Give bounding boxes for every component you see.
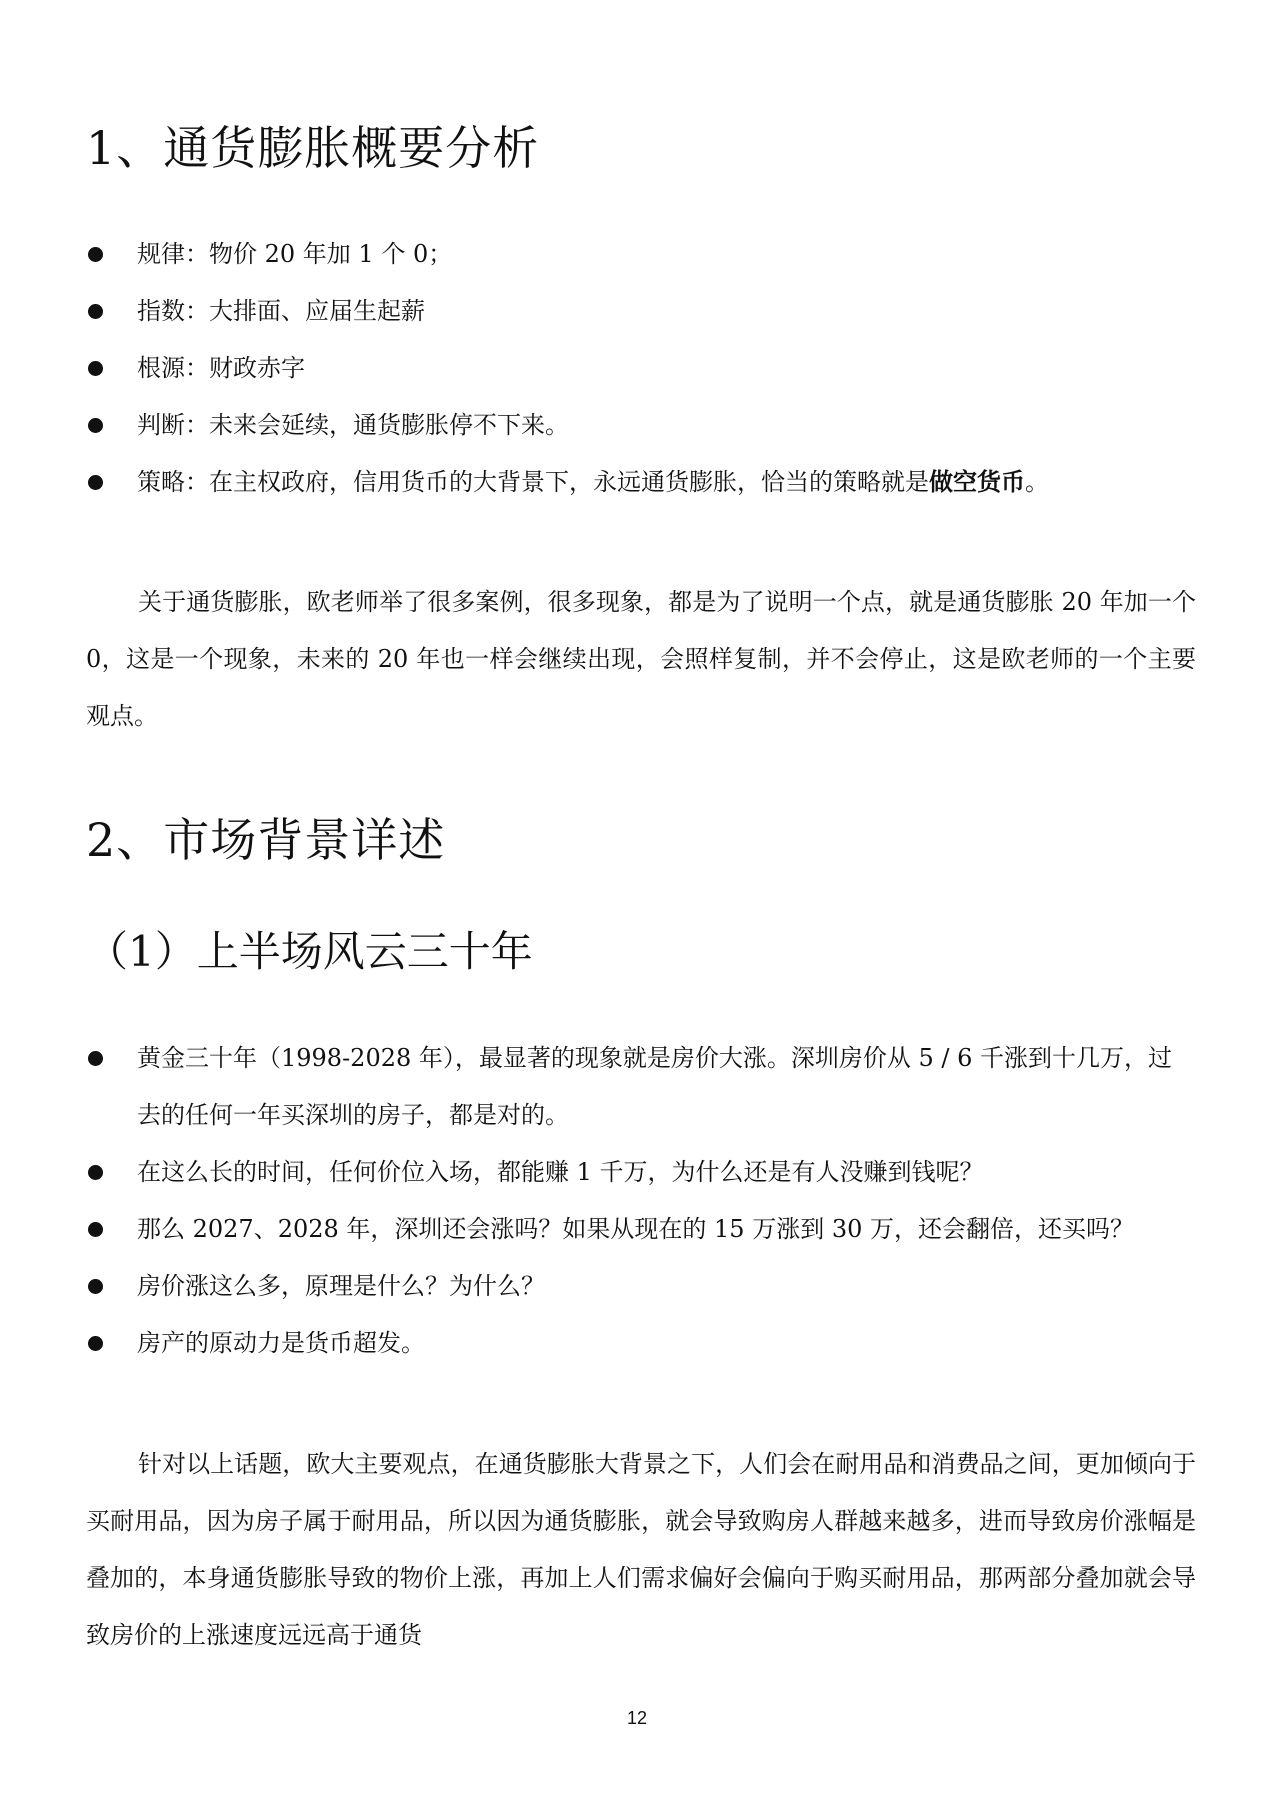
bullet-text: 房价涨这么多，原理是什么？为什么？	[137, 1272, 545, 1300]
list-item	[86, 1315, 1196, 1372]
section-2-subheading: （1）上半场风云三十年	[86, 927, 533, 976]
bullet-text: 房产的原动力是货币超发。	[137, 1329, 425, 1357]
bullet-icon	[88, 1222, 103, 1237]
section-1-paragraph: 关于通货膨胀，欧老师举了很多案例，很多现象，都是为了说明一个点，就是通货膨胀 20 年加一个 0，这是一个现象，未来的 20 年也一样会继续出现，会照样复制，并不会停止，这是欧老师的一个主要观点。	[86, 588, 1196, 730]
section-1-bullet-list	[86, 226, 1196, 511]
bullet-icon	[88, 1336, 103, 1351]
bullet-icon	[88, 475, 103, 490]
section-2-paragraph: 针对以上话题，欧大主要观点，在通货膨胀大背景之下，人们会在耐用品和消费品之间，更加倾向于买耐用品，因为房子属于耐用品，所以因为通货膨胀，就会导致购房人群越来越多，进而导致房价涨幅是叠加的，本身通货膨胀导致的物价上涨，再加上人们需求偏好会偏向于购买耐用品，那两部分叠加就会导致房价的上涨速度远远高于通货	[86, 1450, 1196, 1649]
section-1-heading: 1、通货膨胀概要分析	[86, 121, 540, 175]
bullet-text: 在这么长的时间，任何价位入场，都能赚 1 千万，为什么还是有人没赚到钱呢？	[137, 1158, 984, 1186]
section-2-heading: 2、市场背景详述	[86, 813, 446, 867]
bullet-icon	[88, 247, 103, 262]
bullet-icon	[88, 304, 103, 319]
bullet-text: 那么 2027、2028 年，深圳还会涨吗？如果从现在的 15 万涨到 30 万，还会翻倍，还买吗？	[137, 1215, 1135, 1243]
list-item	[86, 283, 1196, 340]
list-item	[86, 1201, 1196, 1258]
bullet-icon	[88, 361, 103, 376]
list-item	[86, 1030, 1196, 1144]
bullet-icon	[88, 1165, 103, 1180]
bullet-text: 判断：未来会延续，通货膨胀停不下来。	[137, 411, 569, 439]
bullet-icon	[88, 1279, 103, 1294]
list-item	[86, 454, 1196, 511]
list-item	[86, 1258, 1196, 1315]
bullet-text: 根源：财政赤字	[137, 354, 305, 382]
list-item	[86, 340, 1196, 397]
list-item	[86, 397, 1196, 454]
page-number: 12	[626, 1708, 648, 1728]
bullet-text: 指数：大排面、应届生起薪	[137, 297, 425, 325]
bullet-bold-text: 做空货币	[929, 468, 1025, 496]
list-item	[86, 1144, 1196, 1201]
bullet-text: 黄金三十年（1998-2028 年），最显著的现象就是房价大涨。深圳房价从 5 / 6 千涨到十几万，过去的任何一年买深圳的房子，都是对的。	[137, 1044, 1173, 1129]
bullet-tail-text: 。	[1025, 468, 1049, 496]
list-item	[86, 226, 1196, 283]
bullet-text: 规律：物价 20 年加 1 个 0；	[137, 240, 453, 268]
bullet-icon	[88, 418, 103, 433]
bullet-icon	[88, 1051, 103, 1066]
bullet-text: 策略：在主权政府，信用货币的大背景下，永远通货膨胀，恰当的策略就是	[137, 468, 929, 496]
section-2-bullet-list	[86, 1030, 1196, 1372]
